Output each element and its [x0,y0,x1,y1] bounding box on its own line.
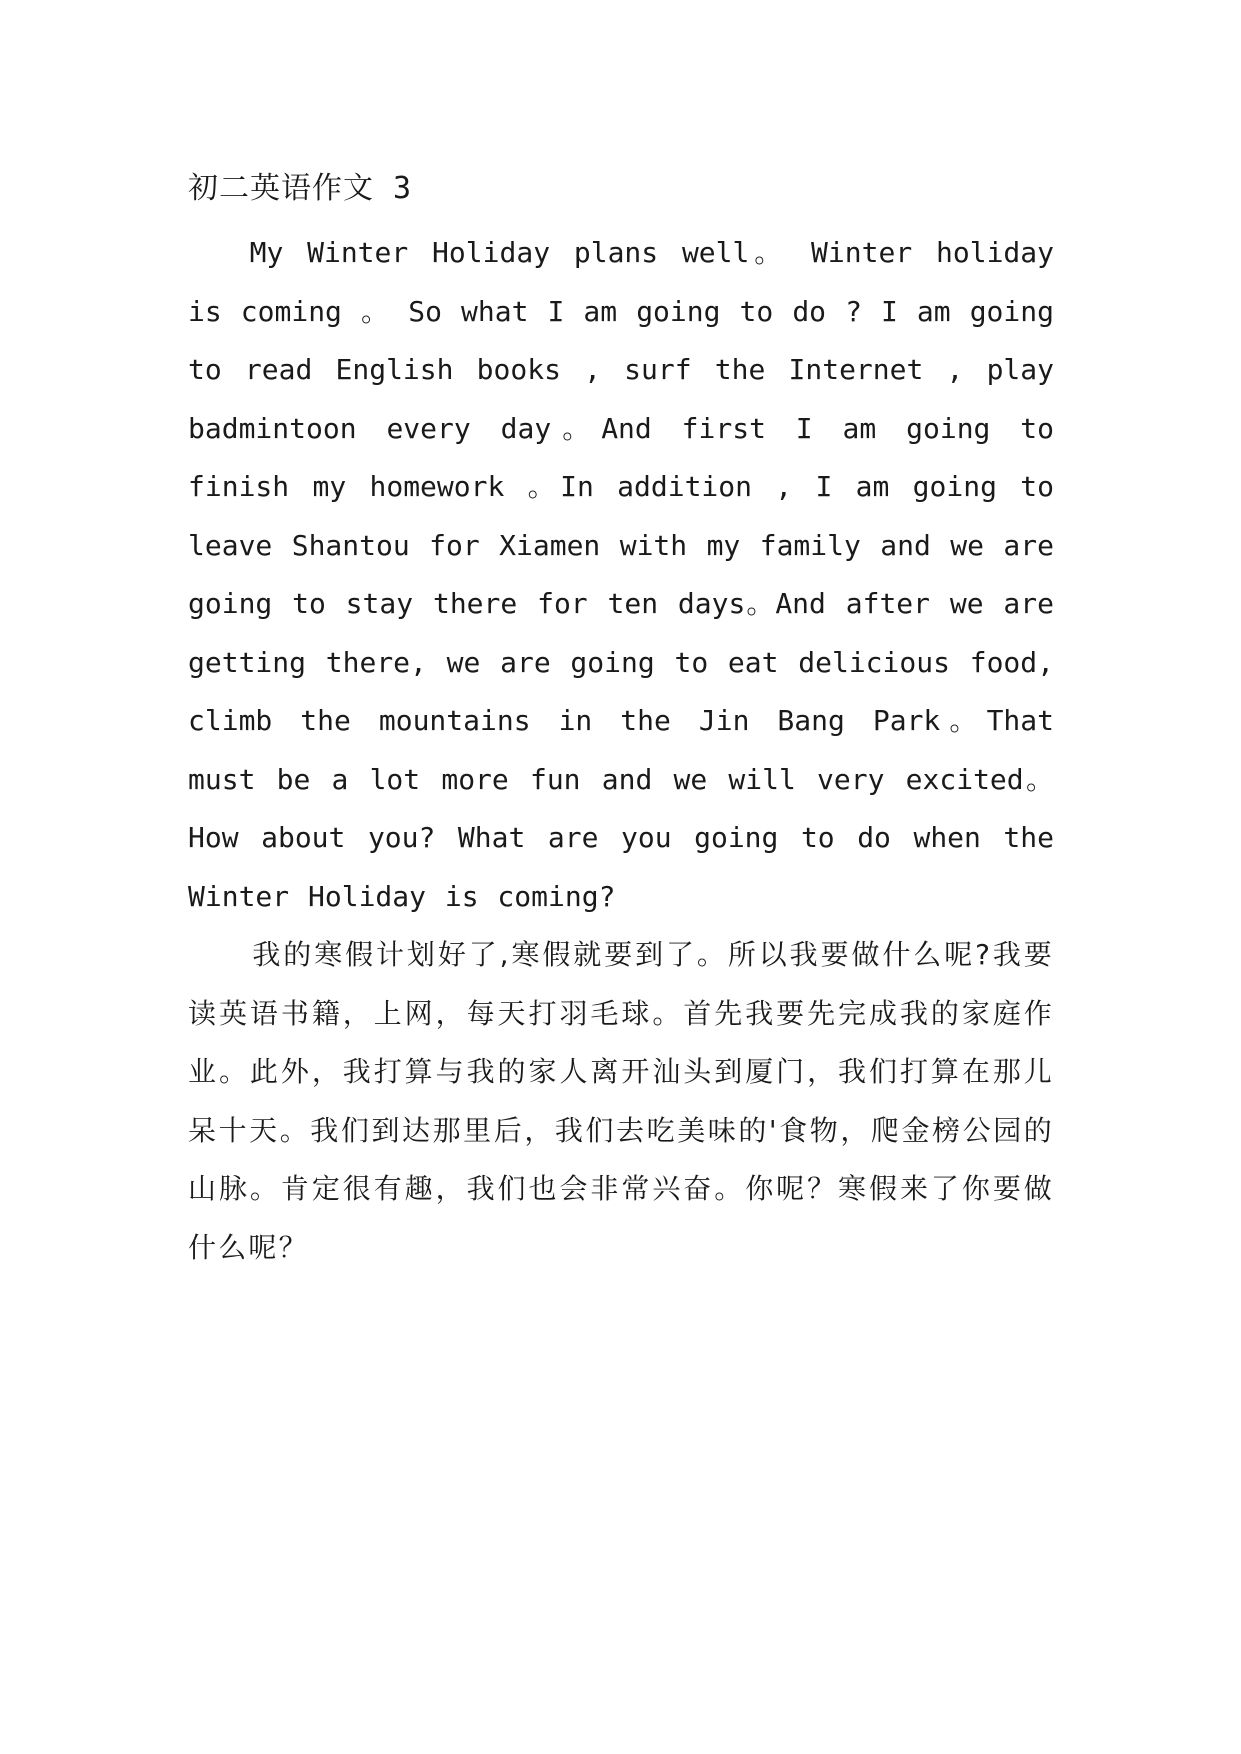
chinese-translation-paragraph: 我的寒假计划好了,寒假就要到了。所以我要做什么呢?我要读英语书籍，上网，每天打羽毛球。首先我要先完成我的家庭作业。此外，我打算与我的家人离开汕头到厦门，我们打算在那儿呆十天。我们到达那里后，我们去吃美味的'食物，爬金榜公园的山脉。肯定很有趣，我们也会非常兴奋。你呢？寒假来了你要做什么呢？ [188,938,1054,1264]
document-title: 初二英语作文 3 [188,171,413,206]
document-body [188,160,1054,1277]
english-essay-paragraph: My Winter Holiday plans well。 Winter holiday is coming 。 So what I am going to do ? I am going to read English books , surf the Internet , play badmintoon every day。And first I am going to finish my homework 。In addition , I am going to leave Shantou for Xiamen with my family and we are going to stay there for ten days。And after we are getting there, we are going to eat delicious food, climb the mountains in the Jin Bang Park。That must be a lot more fun and we will very excited。How about you? What are you going to do when the Winter Holiday is coming? [188,236,1054,913]
